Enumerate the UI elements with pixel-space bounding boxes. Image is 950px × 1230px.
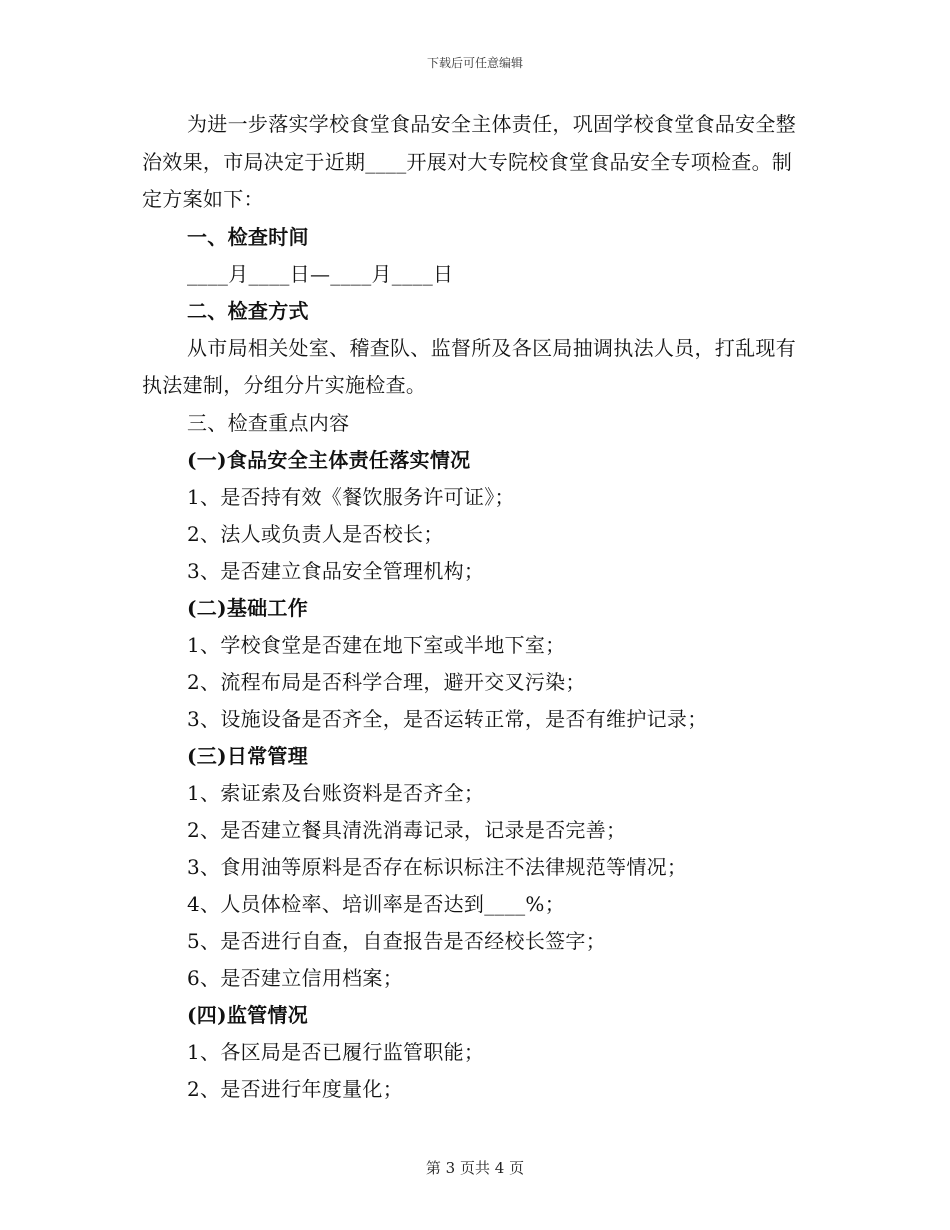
inspection-date-range: ____月____日—____月____日	[187, 261, 454, 286]
list-item: 1、各区局是否已履行监管职能；	[187, 1039, 485, 1064]
list-item: 2、流程布局是否科学合理，避开交叉污染；	[187, 669, 586, 694]
list-item: 4、人员体检率、培训率是否达到____%；	[187, 891, 566, 916]
list-item: 1、索证索及台账资料是否齐全；	[187, 780, 485, 805]
list-item: 2、是否进行年度量化；	[187, 1076, 404, 1101]
list-item: 3、设施设备是否齐全，是否运转正常，是否有维护记录；	[187, 706, 708, 731]
list-item: 5、是否进行自查，自查报告是否经校长签字；	[187, 928, 607, 953]
list-item: 2、是否建立餐具清洗消毒记录，记录是否完善；	[187, 817, 627, 842]
subsection-heading-2: (二)基础工作	[187, 595, 309, 620]
subsection-heading-1: (一)食品安全主体责任落实情况	[187, 447, 471, 472]
intro-paragraph: 为进一步落实学校食堂食品安全主体责任，巩固学校食堂食品安全整治效果，市局决定于近期____开展对大专院校食堂食品安全专项检查。制定方案如下：	[142, 112, 796, 211]
page-footer: 第 3 页共 4 页	[425, 1159, 525, 1177]
list-item: 1、是否持有效《餐饮服务许可证》；	[187, 484, 515, 509]
list-item: 3、是否建立食品安全管理机构；	[187, 558, 485, 583]
subsection-heading-4: (四)监管情况	[187, 1002, 309, 1027]
section-heading-inspection-time: 一、检查时间	[187, 224, 309, 249]
list-item: 6、是否建立信用档案；	[187, 965, 404, 990]
subsection-heading-3: (三)日常管理	[187, 743, 309, 768]
list-item: 1、学校食堂是否建在地下室或半地下室；	[187, 632, 566, 657]
list-item: 3、食用油等原料是否存在标识标注不法律规范等情况；	[187, 854, 688, 879]
page-header: 下载后可任意编辑	[426, 56, 523, 70]
method-paragraph: 从市局相关处室、稽查队、监督所及各区局抽调执法人员，打乱现有执法建制，分组分片实施检查。	[142, 335, 796, 397]
section-heading-key-content: 三、检查重点内容	[187, 410, 350, 435]
document-body	[142, 106, 802, 1108]
list-item: 2、法人或负责人是否校长；	[187, 521, 444, 546]
section-heading-inspection-method: 二、检查方式	[187, 298, 309, 323]
